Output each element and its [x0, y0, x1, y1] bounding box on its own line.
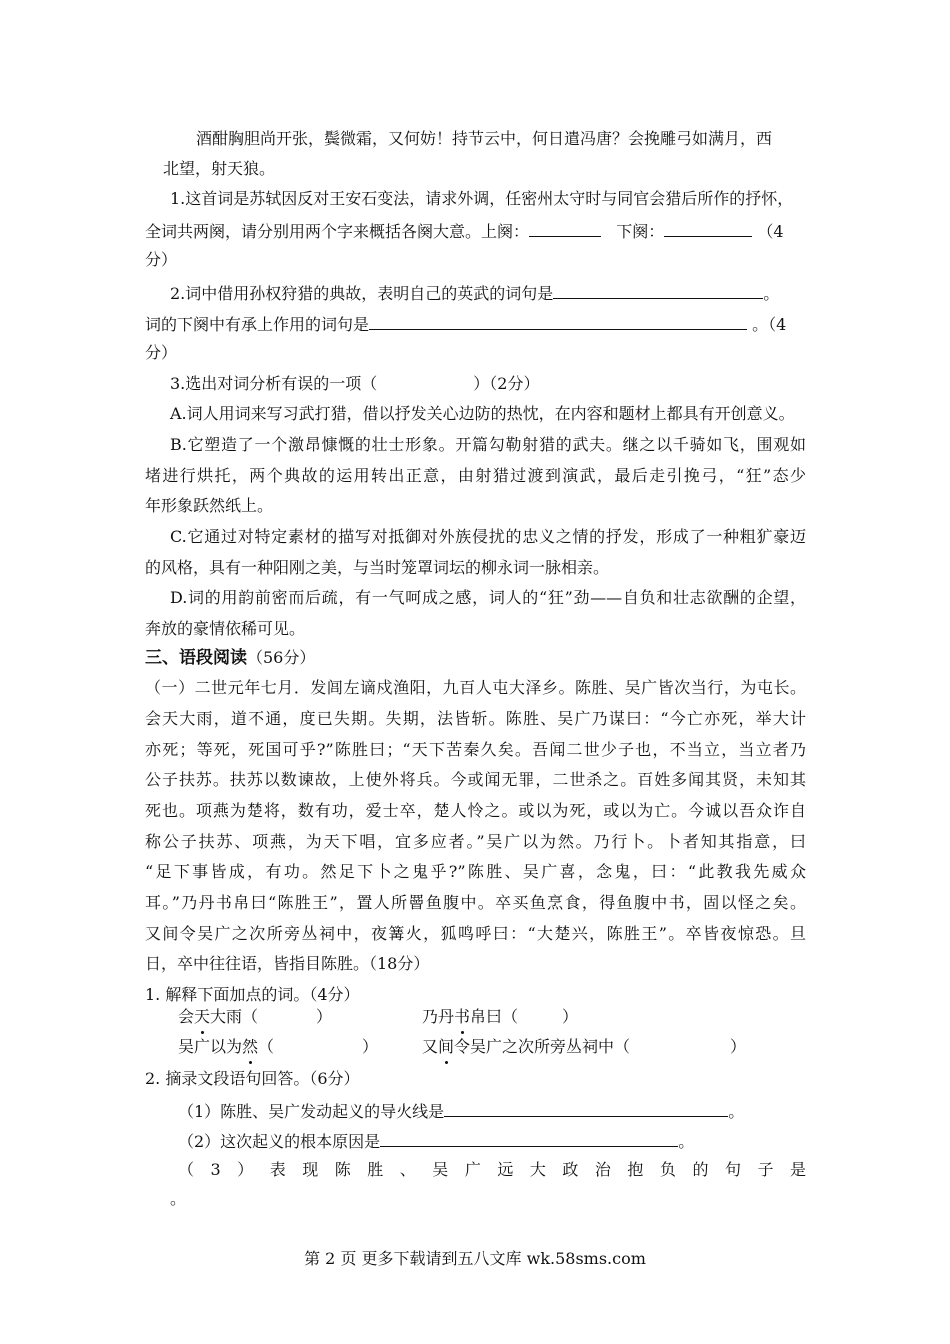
pq2-sub-2 — [178, 1128, 694, 1154]
pq1-d-close: ） — [730, 1037, 747, 1056]
pq1-a-text: 会 — [178, 1007, 195, 1026]
q2-line-3: 分） — [145, 343, 178, 362]
pq2-sub-1 — [178, 1098, 744, 1124]
q2-blank-2[interactable] — [369, 311, 747, 330]
pq1-c-text: 吴广以为 — [178, 1037, 243, 1056]
pq2-sub-1-text: （1）陈胜、吴广发动起义的导火线是 — [178, 1102, 445, 1121]
pq1-c-dotted-word: 然 — [242, 1035, 258, 1059]
passage-line: 死也。项燕为楚将，数有功，爱士卒，楚人怜之。或以为死，或以为亡。今诚以吾众诈自 — [145, 801, 806, 820]
q3-option-b-line-3: 年形象跃然纸上。 — [145, 496, 274, 515]
pq2-stem: 2. 摘录文段语句回答。（6分） — [145, 1069, 360, 1088]
passage-line: 会天大雨，道不通，度已失期。失期，法皆斩。陈胜、吴广乃谋曰：“今亡亦死，举大计 — [145, 709, 806, 728]
pq1-a-text-2: 大雨（ — [210, 1007, 259, 1026]
q1-text: 全词共两阕，请分别用两个字来概括各阕大意。上阕： — [145, 222, 530, 241]
pq1-c-text-2: （ — [258, 1037, 275, 1056]
q2-line-2 — [145, 311, 786, 337]
pq2-sub-1-period: 。 — [728, 1102, 745, 1121]
passage-line: （一）二世元年七月．发闾左谪戍渔阳，九百人屯大泽乡。陈胜、吴广皆次当行，为屯长。 — [145, 678, 806, 697]
q1-blank-lower[interactable] — [664, 218, 752, 237]
passage-line: 称公子扶苏、项燕，为天下唱，宜多应者。”吴广以为然。乃行卜。卜者知其指意，曰 — [145, 832, 806, 851]
passage-line: 日，卒中往往语，皆指目陈胜。（18分） — [145, 954, 430, 973]
q1-blank-upper[interactable] — [529, 218, 601, 237]
pq1-b-dotted-word: 书 — [454, 1005, 470, 1029]
section-score: （56分） — [247, 648, 316, 667]
q3-option-d-line-1: D.词的用韵前密而后疏，有一气呵成之感，词人的“狂”劲——自负和壮志欲酬的企望， — [170, 588, 806, 607]
section-title: 三、语段阅读 — [145, 648, 247, 668]
pq1-d-dotted-word: 间 — [438, 1035, 454, 1059]
pq1-a-close: ） — [316, 1007, 333, 1026]
q3-option-c-line-1: C.它通过对特定素材的描写对抵御对外族侵扰的忠义之情的抒发，形成了一种粗犷豪迈 — [170, 527, 806, 546]
passage-line: “足下事皆成，有功。然足下卜之鬼乎?”陈胜、吴广喜，念鬼，曰：“此教我先威众 — [145, 862, 806, 881]
q1-line-3: 分） — [145, 250, 178, 269]
pq1-stem: 1. 解释下面加点的词。（4分） — [145, 985, 360, 1004]
poem-line-2: 北望，射天狼。 — [163, 159, 276, 178]
pq1-b-text: 乃丹 — [422, 1007, 455, 1026]
pq1-d-text-2: 令吴广之次所旁丛祠中（ — [454, 1037, 631, 1056]
passage-line: 公子扶苏。扶苏以数谏故，上使外将兵。今或闻无罪，二世杀之。百姓多闻其贤，未知其 — [145, 770, 806, 789]
q3-option-a: A.词人用词来写习武打猎，借以抒发关心边防的热忱，在内容和题材上都具有开创意义。 — [170, 404, 795, 423]
q3-option-b-line-1: B.它塑造了一个激昂慷慨的壮士形象。开篇勾勒射猎的武夫。继之以千骑如飞，围观如 — [170, 435, 806, 454]
pq1-item-c — [178, 1035, 378, 1059]
q1-text-lower-label: 下阕： — [616, 222, 665, 241]
q1-score: （4 — [757, 222, 784, 241]
q2-blank-1[interactable] — [553, 280, 763, 299]
q2-period: 。 — [763, 284, 780, 303]
section-heading — [145, 646, 315, 670]
passage-line: 又间令吴广之次所旁丛祠中，夜篝火，狐鸣呼曰：“大楚兴，陈胜王”。卒皆夜惊恐。旦 — [145, 924, 806, 943]
pq1-c-close: ） — [362, 1037, 379, 1056]
pq1-item-d — [422, 1035, 746, 1059]
q3-stem-score: ）（2分） — [473, 374, 540, 393]
q2-line-1 — [170, 280, 779, 306]
q2-text-2: 词的下阕中有承上作用的词句是 — [145, 315, 370, 334]
pq1-b-close: ） — [562, 1007, 579, 1026]
q3-option-b-line-2: 堵进行烘托，两个典故的运用转出正意，由射猎过渡到演武，最后走引挽弓，“狂”态少 — [145, 466, 806, 485]
pq2-sub-3: （3）表现陈胜、吴广远大政治抱负的句子是 — [178, 1160, 806, 1179]
page-footer: 第 2 页 更多下载请到五八文库 wk.58sms.com — [304, 1249, 646, 1268]
pq2-sub-2-text: （2）这次起义的根本原因是 — [178, 1132, 381, 1151]
pq2-sub-2-period: 。 — [678, 1132, 695, 1151]
q2-text: 2.词中借用孙权狩猎的典故，表明自己的英武的词句是 — [170, 284, 554, 303]
pq1-b-text-2: 帛曰（ — [470, 1007, 519, 1026]
q1-line-1: 1.这首词是苏轼因反对王安石变法，请求外调，任密州太守时与同官会猎后所作的抒怀， — [170, 189, 794, 208]
q1-line-2 — [145, 218, 784, 244]
poem-line-1: 酒酣胸胆尚开张，鬓微霜，又何妨！持节云中，何日遣冯唐？会挽雕弓如满月，西 — [196, 129, 773, 148]
passage-line: 亦死；等死，死国可乎?”陈胜曰；“天下苦秦久矣。吾闻二世少子也，不当立，当立者乃 — [145, 740, 806, 759]
pq2-blank-2[interactable] — [380, 1128, 678, 1147]
q3-stem — [170, 372, 539, 396]
pq1-item-b — [422, 1005, 578, 1029]
pq1-d-text: 又 — [422, 1037, 439, 1056]
pq1-item-a — [178, 1005, 332, 1029]
passage-line: 耳。”乃丹书帛曰“陈胜王”，置人所罾鱼腹中。卒买鱼烹食，得鱼腹中书，固以怪之矣。 — [145, 893, 806, 912]
q2-score: 。（4 — [752, 315, 787, 334]
pq1-a-dotted-word: 天 — [194, 1005, 210, 1029]
pq2-sub-3-end: 。 — [170, 1189, 187, 1208]
q3-option-d-line-2: 奔放的豪情依稀可见。 — [145, 619, 306, 638]
pq2-blank-1[interactable] — [444, 1098, 728, 1117]
q3-stem-text: 3.选出对词分析有误的一项（ — [170, 374, 378, 393]
q3-option-c-line-2: 的风格，具有一种阳刚之美，与当时笼罩词坛的柳永词一脉相亲。 — [145, 558, 610, 577]
